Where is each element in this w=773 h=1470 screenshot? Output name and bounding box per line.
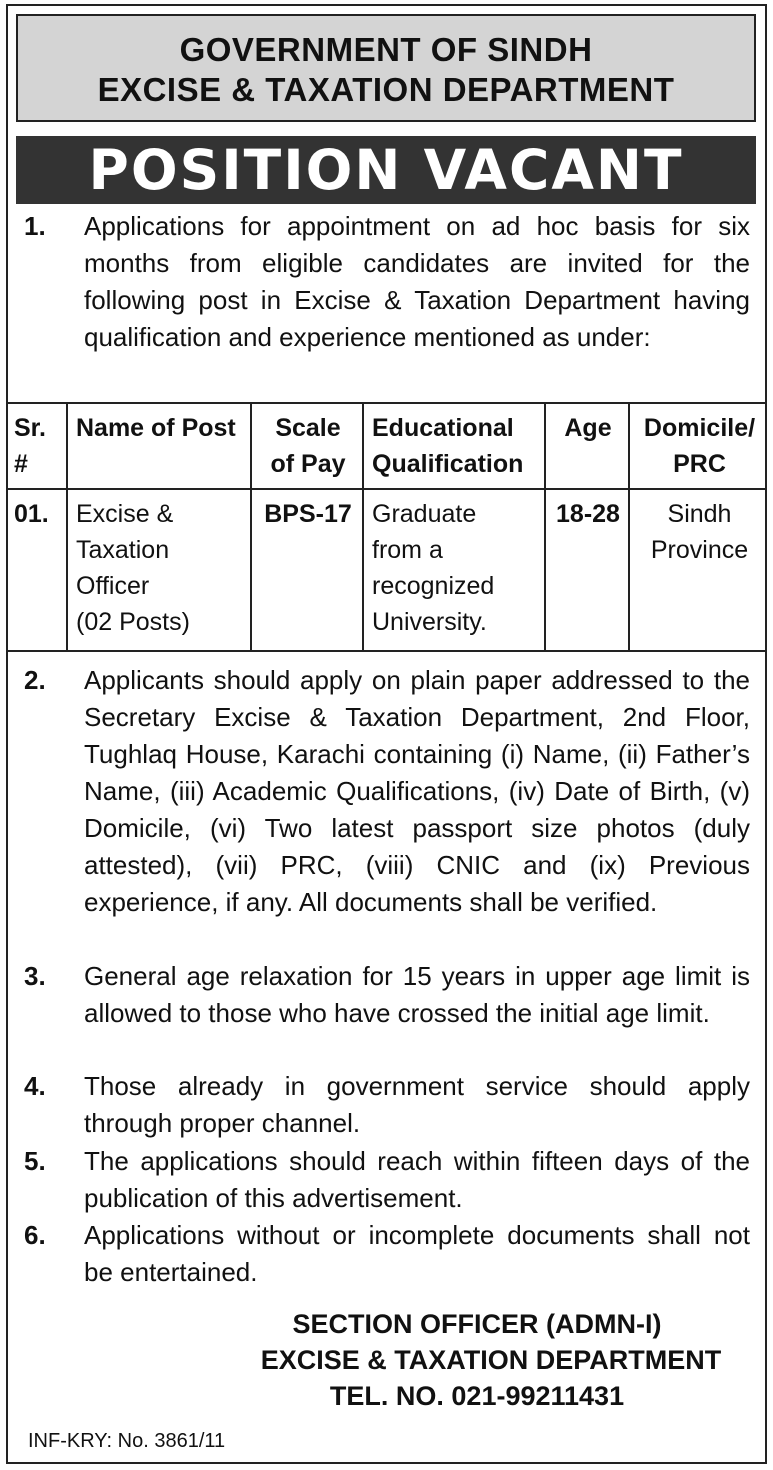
vacancy-table [6,402,767,652]
cell-domicile: Sindh Province [650,500,749,564]
government-title: GOVERNMENT OF SINDH [179,31,593,68]
paragraph-1 [24,208,750,356]
cell-age: 18-28 [546,490,630,652]
signature-block [207,1306,747,1414]
position-vacant-banner: POSITION VACANT [16,136,756,204]
paragraph-3 [24,958,750,1032]
paragraph-text: Applications without or incomplete documents shall not be entertained. [84,1220,750,1287]
paragraph-2 [24,662,750,921]
paragraph-number: 2. [24,665,46,695]
department-header [16,14,756,122]
header-sr: Sr. # [6,404,68,488]
paragraph-6 [24,1217,750,1291]
cell-qualification: Graduate from a recognized University. [364,490,546,652]
cell-name-of-post: Excise & Taxation Officer (02 Posts) [68,490,252,652]
reference-number: INF-KRY: No. 3861/11 [28,1430,226,1452]
paragraph-number: 5. [24,1146,46,1176]
paragraph-4 [24,1068,750,1142]
header-educational-qualification: Educational Qualification [364,404,546,488]
paragraph-number: 6. [24,1220,46,1250]
paragraph-number: 3. [24,961,46,991]
table-row [6,490,767,652]
table-header-row [6,404,767,490]
department-title: EXCISE & TAXATION DEPARTMENT [97,71,675,108]
cell-scale-of-pay: BPS-17 [252,490,364,652]
paragraph-text: The applications should reach within fifteen days of the publication of this advertisement. [84,1146,750,1213]
paragraph-text: Applicants should apply on plain paper addressed to the Secretary Excise & Taxation Department, 2nd Floor, Tughlaq House, Karachi containing (i) Name, (ii) Father’s Name, (iii) Academic Qualifications, (iv) Date of Birth, (v) Domicile, (vi) Two latest passport size photos (duly attested), (vii) PRC, (viii) CNIC and (ix) Previous experience, if any. All documents shall be verified. [84,665,750,917]
paragraph-number: 4. [24,1071,46,1101]
paragraph-number: 1. [24,211,46,241]
paragraph-5 [24,1143,750,1217]
header-domicile: Domicile/ PRC [643,414,756,478]
header-scale-of-pay: Scale of Pay [252,404,364,488]
signatory-title: SECTION OFFICER (ADMN-I) [292,1309,662,1339]
telephone-number: TEL. NO. 021-99211431 [329,1381,625,1411]
signatory-department: EXCISE & TAXATION DEPARTMENT [260,1345,722,1375]
paragraph-text: Applications for appointment on ad hoc basis for six months from eligible candidates are invited for the following post in Excise & Taxation Department having qualification and experience mentioned as under: [84,211,750,352]
paragraph-text: General age relaxation for 15 years in upper age limit is allowed to those who have crossed the initial age limit. [84,961,750,1028]
paragraph-text: Those already in government service should apply through proper channel. [84,1071,750,1138]
cell-sr: 01. [6,490,68,652]
header-name-of-post: Name of Post [68,404,252,488]
header-age: Age [546,404,630,488]
